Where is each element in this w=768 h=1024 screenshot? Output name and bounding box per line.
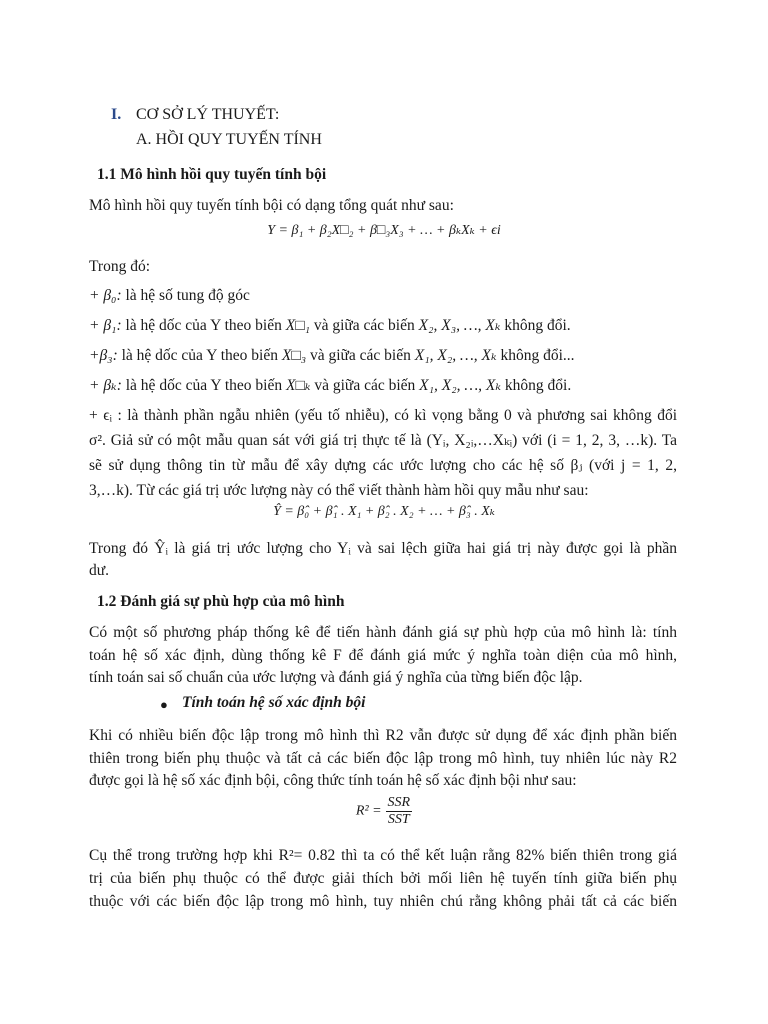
r2-line-2: thiên trong biến phụ thuộc và tất cả các biến độc lập trong mô hình, tuy nhiên lúc này R2 bbox=[89, 750, 677, 767]
fit-para-line-3: tính toán sai số chuẩn của ước lượng và đánh giá ý nghĩa của từng biến độc lập. bbox=[89, 669, 583, 686]
bullet-title: Tính toán hệ số xác định bội bbox=[182, 694, 366, 711]
betak-text-a: là hệ dốc của Y theo biến bbox=[125, 377, 283, 394]
fit-para-line-1: Có một số phương pháp thống kê để tiến hành đánh giá sự phù hợp của mô hình là: tính bbox=[89, 624, 677, 641]
epsilon-line-1: + ϵᵢ : là thành phần ngẫu nhiên (yếu tố nhiễu), có kì vọng bằng 0 và phương sai không đổi bbox=[89, 407, 677, 424]
beta1-var: X□₁ bbox=[285, 317, 310, 334]
section-subtitle: A. HỒI QUY TUYẾN TÍNH bbox=[136, 131, 322, 148]
formula-fraction bbox=[386, 795, 413, 828]
epsilon-line-3: sẽ sử dụng thông tin từ mẫu để xây dựng các ước lượng cho các hệ số βⱼ (với j = 1, 2, bbox=[89, 457, 677, 474]
epsilon-line-2: σ². Giả sử có một mẫu quan sát với giá trị thực tế là (Yᵢ, X₂ᵢ,…Xₖᵢ) với (i = 1, 2, 3, …k). Ta bbox=[89, 432, 677, 449]
r2-line-1: Khi có nhiều biến độc lập trong mô hình thì R2 vẫn được sử dụng để xác định phần biến bbox=[89, 727, 677, 744]
beta0-line bbox=[89, 283, 250, 308]
betak-line bbox=[89, 373, 571, 398]
example-line-1: Cụ thể trong trường hợp khi R²= 0.82 thì ta có thể kết luận rằng 82% biến thiên trong giá bbox=[89, 847, 677, 864]
bullet-icon: ● bbox=[160, 697, 168, 712]
intro-text: Mô hình hồi quy tuyến tính bội có dạng tổng quát như sau: bbox=[89, 197, 454, 214]
beta1-text-c: không đổi. bbox=[504, 317, 571, 334]
beta3-line bbox=[89, 343, 575, 368]
betak-text-b: và giữa các biến bbox=[314, 377, 416, 394]
beta1-text-b: và giữa các biến bbox=[313, 317, 415, 334]
heading-1-1: 1.1 Mô hình hồi quy tuyến tính bội bbox=[97, 166, 327, 183]
beta3-vars: X₁, X₂, …, Xₖ bbox=[414, 347, 497, 364]
beta3-text-c: không đổi... bbox=[500, 347, 575, 364]
r2-line-3: được gọi là hệ số xác định bội, công thức tính toán hệ số xác định bội như sau: bbox=[89, 772, 577, 789]
beta1-text-a: là hệ dốc của Y theo biến bbox=[125, 317, 282, 334]
beta3-text-a: là hệ dốc của Y theo biến bbox=[121, 347, 278, 364]
example-line-2: trị của biến phụ thuộc có thể được giải thích bởi mối liên hệ tuyến tính giữa biến phụ bbox=[89, 870, 677, 887]
beta1-symbol: + β₁: bbox=[89, 317, 122, 334]
formula-denominator: SST bbox=[387, 812, 410, 827]
epsilon-line-4: 3,…k). Từ các giá trị ước lượng này có thể viết thành hàm hồi quy mẫu như sau: bbox=[89, 482, 589, 499]
betak-var: X□ₖ bbox=[286, 377, 311, 394]
beta1-line bbox=[89, 313, 571, 338]
beta3-symbol: +β₃: bbox=[89, 347, 118, 364]
regression-equation: Y = β₁ + β₂X□₂ + β□₃X₃ + … + βₖXₖ + ϵi bbox=[267, 223, 501, 238]
beta1-vars: X₂, X₃, …, Xₖ bbox=[418, 317, 501, 334]
estimate-line-1: Trong đó Ŷᵢ là giá trị ước lượng cho Yᵢ và sai lệch giữa hai giá trị này được gọi là phần bbox=[89, 540, 677, 557]
beta3-text-b: và giữa các biến bbox=[309, 347, 411, 364]
example-line-3: thuộc với các biến độc lập trong mô hình, tuy nhiên chú rằng không phải tất cả các biến bbox=[89, 893, 677, 910]
fit-para-line-2: toán hệ số xác định, dùng thống kê F để đánh giá mức ý nghĩa toàn diện của mô hình, bbox=[89, 647, 677, 664]
betak-vars: X₁, X₂, …, Xₖ bbox=[419, 377, 502, 394]
formula-lhs: R² = bbox=[355, 803, 382, 819]
r2-formula bbox=[0, 795, 768, 828]
betak-text-c: không đổi. bbox=[504, 377, 572, 394]
heading-1-2: 1.2 Đánh giá sự phù hợp của mô hình bbox=[97, 593, 345, 610]
beta0-text: là hệ số tung độ góc bbox=[125, 287, 250, 304]
section-number: I. bbox=[111, 106, 122, 123]
beta3-var: X□₃ bbox=[281, 347, 307, 364]
where-label: Trong đó: bbox=[89, 258, 151, 275]
formula-numerator: SSR bbox=[387, 795, 411, 810]
estimate-line-2: dư. bbox=[89, 562, 110, 579]
betak-symbol: + βₖ: bbox=[89, 377, 122, 394]
section-title: CƠ SỞ LÝ THUYẾT: bbox=[136, 106, 280, 123]
sample-regression-equation: Ŷ = β̂₀ + β̂₁ . X₁ + β̂₂ . X₂ + … + β̂₃ . Xₖ bbox=[273, 504, 495, 519]
beta0-symbol: + β₀: bbox=[89, 287, 122, 304]
